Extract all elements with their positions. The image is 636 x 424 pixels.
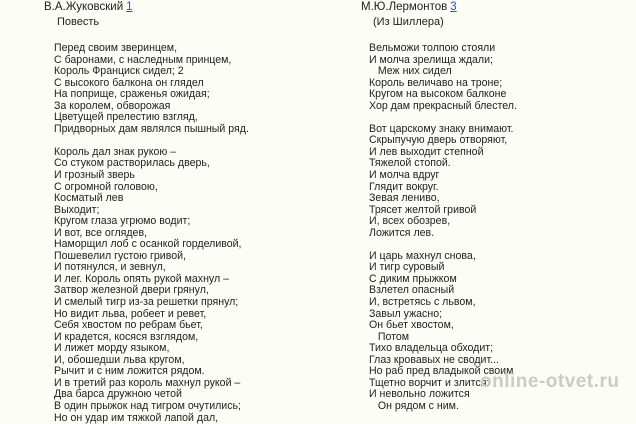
poem-line: Ложится лев. [369, 228, 621, 240]
poem-line: В один прыжок над тигром очутились; [54, 401, 334, 413]
poem-line: И тигр суровый [369, 262, 621, 274]
poem-line: Наморщил лоб с осанкой горделивой, [54, 239, 334, 251]
poem-line: Тщетно ворчит и злится: [369, 378, 621, 390]
poem-line: Но видит льва, робеет и ревет, [54, 309, 334, 321]
stanza [361, 124, 621, 239]
poem-line: Вот царскому знаку внимают. [369, 124, 621, 136]
poem-line: Рычит и с ним ложится рядом. [54, 366, 334, 378]
author-heading [361, 0, 621, 14]
poem-line: И грозный зверь [54, 170, 334, 182]
poem-line: И крадется, косяся взглядом, [54, 332, 334, 344]
poem-line: Король величаво на троне; [369, 78, 621, 90]
poem-line: И невольно ложится [369, 389, 621, 401]
poem-line: За королем, обворожая [54, 101, 334, 113]
poem-line: Перед своим зверинцем, [54, 43, 334, 55]
poem-line: И смелый тигр из-за решетки прянул; [54, 297, 334, 309]
poem-line: Король дал знак рукою – [54, 147, 334, 159]
poem-line: Тяжелой стопой. [369, 158, 621, 170]
site-watermark: online-otvet.ru [480, 371, 619, 393]
poem-line: Но раб пред владыкой своим [369, 366, 621, 378]
poem-line: И потянулся, и зевнул, [54, 262, 334, 274]
poem-subtitle: Повесть [44, 16, 334, 29]
poem-line: Он рядом с ним. [369, 401, 621, 413]
poem-line: Со стуком растворилась дверь, [54, 158, 334, 170]
author-name: М.Ю.Лермонтов [361, 1, 447, 13]
poem-line: С высокого балкона он глядел [54, 78, 334, 90]
lermontov-column [361, 0, 621, 413]
poem-line: Хор дам прекрасный блестел. [369, 101, 621, 113]
poem-line: Косматый лев [54, 193, 334, 205]
poem-line: Глаз кровавых не сводит... [369, 355, 621, 367]
stanza [44, 43, 334, 135]
poem-line: Пошевелил густою гривой, [54, 251, 334, 263]
poem-line: Король Франциск сидел; 2 [54, 66, 334, 78]
poem-line: И молча вдруг [369, 170, 621, 182]
poem-line: Глядит вокруг. [369, 182, 621, 194]
poem-line: Он бьет хвостом, [369, 320, 621, 332]
poem-line: Меж них сидел [369, 66, 621, 78]
poem-line: Цветущей прелестию взгляд, [54, 112, 334, 124]
poem-line: Завыл ужасно; [369, 309, 621, 321]
poem-line: И лег. Король опять рукой махнул – [54, 274, 334, 286]
poem-line: Себя хвостом по ребрам бьет, [54, 320, 334, 332]
poem-line: Выходит; [54, 205, 334, 217]
poem-line: Потом [369, 332, 621, 344]
poem-line: На поприще, сраженья ожидая; [54, 89, 334, 101]
poem-line: С огромной головою, [54, 182, 334, 194]
poem-line: И лев выходит степной [369, 147, 621, 159]
poem-line: Кругом на высоком балконе [369, 89, 621, 101]
poem-line: Но он удар им тяжкой лапой дал, [54, 413, 334, 424]
poem-line: И лижет морду языком, [54, 343, 334, 355]
poem-line: И в третий раз король махнул рукой – [54, 378, 334, 390]
poem-line: И молча зрелища ждали; [369, 55, 621, 67]
poem-line: Придворных дам являлся пышный ряд. [54, 124, 334, 136]
poem-line: Скрыпучую дверь отворяют, [369, 135, 621, 147]
poem-line: С диким прыжком [369, 274, 621, 286]
stanza [44, 147, 334, 424]
zhukovsky-column [44, 0, 334, 424]
poem-line: Два барса дружною четой [54, 389, 334, 401]
poem-line: Кругом глаза угрюмо водит; [54, 216, 334, 228]
poem-line: С баронами, с наследным принцем, [54, 55, 334, 67]
poem-line: Зевая лениво, [369, 193, 621, 205]
stanza [361, 43, 621, 112]
poem-line: Затвор железной двери грянул, [54, 285, 334, 297]
footnote-link[interactable]: 1 [126, 1, 132, 13]
author-name: В.А.Жуковский [44, 1, 123, 13]
author-heading [44, 0, 334, 14]
poem-line: И, всех обозрев, [369, 216, 621, 228]
footnote-link[interactable]: 3 [450, 1, 456, 13]
poem-line: Взлетел опасный [369, 285, 621, 297]
poem-line: И царь махнул снова, [369, 251, 621, 263]
poem-line: И вот, все оглядев, [54, 228, 334, 240]
poem-line: И, обошедши льва кругом, [54, 355, 334, 367]
poem-line: Трясет желтой гривой [369, 205, 621, 217]
poem-subtitle: (Из Шиллера) [361, 16, 621, 29]
poem-line: Вельможи толпою стояли [369, 43, 621, 55]
poem-line: И, встретясь с львом, [369, 297, 621, 309]
poem-line: Тихо владельца обходит; [369, 343, 621, 355]
